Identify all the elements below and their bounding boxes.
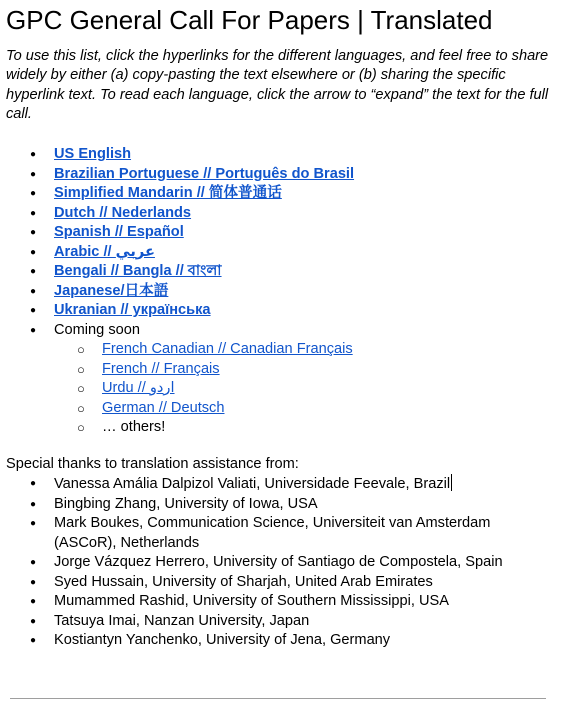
thanks-person: Jorge Vázquez Herrero, University of Santiago de Compostela, Spain <box>54 554 503 570</box>
link-spanish[interactable]: Spanish // Español <box>54 224 184 240</box>
link-brazilian-portuguese[interactable]: Brazilian Portuguese // Português do Brasil <box>54 165 355 182</box>
thanks-heading: Special thanks to translation assistance from: <box>6 456 299 472</box>
link-ukranian[interactable]: Ukranian // українська <box>54 302 211 318</box>
thanks-person: Vanessa Amália Dalpizol Valiati, Universidade Feevale, Brazil <box>54 476 451 492</box>
list-item <box>54 360 556 380</box>
thanks-person: Syed Hussain, University of Sharjah, United Arab Emirates <box>54 573 433 590</box>
language-list <box>6 145 556 438</box>
list-item <box>6 184 556 204</box>
link-urdu[interactable]: Urdu // اردو <box>102 380 175 396</box>
text-cursor <box>451 474 452 491</box>
page-title: GPC General Call For Papers | Translated <box>6 5 493 35</box>
link-dutch[interactable]: Dutch // Nederlands <box>54 204 192 221</box>
list-item <box>6 631 556 651</box>
list-item <box>6 553 556 573</box>
list-item <box>6 204 556 224</box>
link-french-canadian[interactable]: French Canadian // Canadian Français <box>102 341 353 357</box>
list-item <box>6 282 556 302</box>
link-arabic[interactable]: Arabic // عربي <box>54 243 155 260</box>
list-item <box>6 474 556 495</box>
list-item <box>6 301 556 321</box>
thanks-person: Mark Boukes, Communication Science, Universiteit van Amsterdam (ASCoR), Netherlands <box>54 515 491 551</box>
others-text: … others! <box>102 419 166 435</box>
list-item <box>6 592 556 612</box>
list-item <box>54 379 556 399</box>
link-french[interactable]: French // Français <box>102 360 220 377</box>
link-japanese[interactable]: Japanese/日本語 <box>54 282 169 299</box>
coming-soon-item <box>6 321 556 438</box>
list-item <box>6 573 556 593</box>
list-item <box>6 495 556 515</box>
intro-paragraph: To use this list, click the hyperlinks for the different languages, and feel free to share widely by either (a) copy-pasting the text elsewhere or (b) sharing the specific hyperlink text. To read each language, click the arrow to “expand” the text for the full call. <box>6 48 549 123</box>
coming-soon-label: Coming soon <box>54 321 140 338</box>
list-item <box>6 243 556 263</box>
link-simplified-mandarin[interactable]: Simplified Mandarin // 简体普通话 <box>54 185 282 201</box>
list-item <box>54 418 556 438</box>
thanks-person: Tatsuya Imai, Nanzan University, Japan <box>54 612 310 629</box>
coming-soon-list <box>54 340 556 438</box>
list-item <box>54 340 556 360</box>
list-item <box>6 165 556 185</box>
thanks-person: Kostiantyn Yanchenko, University of Jena, Germany <box>54 632 391 648</box>
list-item <box>6 514 556 553</box>
link-us-english[interactable]: US English <box>54 146 132 162</box>
link-german[interactable]: German // Deutsch <box>102 399 225 416</box>
list-item <box>6 262 556 282</box>
thanks-person: Mumammed Rashid, University of Southern Mississippi, USA <box>54 593 449 609</box>
link-bengali[interactable]: Bengali // Bangla // বাংলা <box>54 263 222 279</box>
thanks-list <box>6 474 556 651</box>
list-item <box>6 145 556 165</box>
list-item <box>54 399 556 419</box>
thanks-person: Bingbing Zhang, University of Iowa, USA <box>54 495 318 512</box>
page-divider <box>10 698 546 699</box>
list-item <box>6 612 556 632</box>
list-item <box>6 223 556 243</box>
